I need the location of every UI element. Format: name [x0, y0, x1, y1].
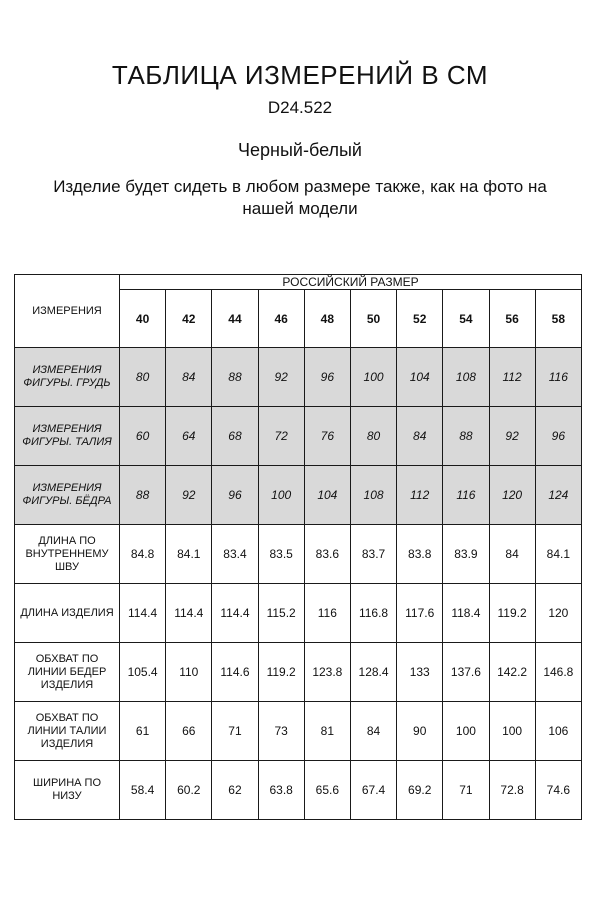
- row-label-line: ШВУ: [54, 560, 80, 573]
- value-cell: 116: [443, 466, 489, 525]
- value-cell: 146.8: [535, 643, 581, 702]
- value-cell: 114.4: [212, 584, 258, 643]
- value-cell: 116.8: [350, 584, 396, 643]
- value-cell: 137.6: [443, 643, 489, 702]
- value-cell: 100: [489, 702, 535, 761]
- value-cell: 83.4: [212, 525, 258, 584]
- row-label-line: ИЗДЕЛИЯ: [40, 678, 94, 691]
- value-cell: 74.6: [535, 761, 581, 820]
- value-cell: 83.6: [304, 525, 350, 584]
- size-table-body: [15, 348, 582, 820]
- value-cell: 115.2: [258, 584, 304, 643]
- value-cell: 100: [350, 348, 396, 407]
- russian-size-header: РОССИЙСКИЙ РАЗМЕР: [120, 275, 582, 290]
- value-cell: 80: [350, 407, 396, 466]
- value-cell: 64: [166, 407, 212, 466]
- value-cell: 114.6: [212, 643, 258, 702]
- row-label-line: ОБХВАТ ПО: [35, 652, 99, 665]
- row-label-cell: [15, 466, 120, 525]
- value-cell: 112: [397, 466, 443, 525]
- size-table: [14, 274, 582, 820]
- value-cell: 88: [443, 407, 489, 466]
- row-label-line: НИЗУ: [52, 790, 82, 802]
- value-cell: 71: [443, 761, 489, 820]
- value-cell: 61: [120, 702, 166, 761]
- value-cell: 123.8: [304, 643, 350, 702]
- row-label-cell: [15, 525, 120, 584]
- value-cell: 108: [443, 348, 489, 407]
- table-row: [15, 525, 582, 584]
- value-cell: 106: [535, 702, 581, 761]
- table-row: [15, 348, 582, 407]
- value-cell: 100: [258, 466, 304, 525]
- table-row: [15, 643, 582, 702]
- value-cell: 96: [535, 407, 581, 466]
- table-row: [15, 466, 582, 525]
- value-cell: 83.8: [397, 525, 443, 584]
- value-cell: 83.9: [443, 525, 489, 584]
- value-cell: 84.8: [120, 525, 166, 584]
- value-cell: 116: [535, 348, 581, 407]
- page-title: ТАБЛИЦА ИЗМЕРЕНИЙ В СМ: [111, 60, 489, 90]
- value-cell: 68: [212, 407, 258, 466]
- size-header-cell: 56: [489, 290, 535, 348]
- value-cell: 120: [489, 466, 535, 525]
- value-cell: 116: [304, 584, 350, 643]
- size-header-cell: 40: [120, 290, 166, 348]
- row-label-line: ИЗМЕРЕНИЯ: [32, 423, 102, 435]
- value-cell: 100: [443, 702, 489, 761]
- value-cell: 118.4: [443, 584, 489, 643]
- row-label-line: ДЛИНА ПО: [38, 534, 96, 547]
- value-cell: 72.8: [489, 761, 535, 820]
- value-cell: 60: [120, 407, 166, 466]
- value-cell: 81: [304, 702, 350, 761]
- size-header-cell: 50: [350, 290, 396, 348]
- value-cell: 133: [397, 643, 443, 702]
- value-cell: 84: [489, 525, 535, 584]
- row-label-line: ИЗДЕЛИЯ: [40, 737, 94, 750]
- value-cell: 114.4: [166, 584, 212, 643]
- value-cell: 119.2: [258, 643, 304, 702]
- value-cell: 62: [212, 761, 258, 820]
- value-cell: 66: [166, 702, 212, 761]
- row-label-line: ФИГУРЫ. ТАЛИЯ: [22, 436, 112, 448]
- size-header-group-row: [15, 275, 582, 290]
- value-cell: 84.1: [535, 525, 581, 584]
- value-cell: 60.2: [166, 761, 212, 820]
- size-header-cell: 54: [443, 290, 489, 348]
- value-cell: 90: [397, 702, 443, 761]
- size-header-cell: 42: [166, 290, 212, 348]
- value-cell: 104: [397, 348, 443, 407]
- value-cell: 80: [120, 348, 166, 407]
- value-cell: 84: [397, 407, 443, 466]
- value-cell: 88: [212, 348, 258, 407]
- value-cell: 73: [258, 702, 304, 761]
- value-cell: 128.4: [350, 643, 396, 702]
- value-cell: 142.2: [489, 643, 535, 702]
- value-cell: 108: [350, 466, 396, 525]
- value-cell: 104: [304, 466, 350, 525]
- value-cell: 120: [535, 584, 581, 643]
- value-cell: 96: [304, 348, 350, 407]
- value-cell: 69.2: [397, 761, 443, 820]
- value-cell: 92: [258, 348, 304, 407]
- value-cell: 112: [489, 348, 535, 407]
- row-label-line: ОБХВАТ ПО: [35, 711, 99, 724]
- value-cell: 84.1: [166, 525, 212, 584]
- measurements-header-cell: ИЗМЕРЕНИЯ: [15, 275, 120, 348]
- value-cell: 96: [212, 466, 258, 525]
- value-cell: 92: [166, 466, 212, 525]
- value-cell: 114.4: [120, 584, 166, 643]
- value-cell: 58.4: [120, 761, 166, 820]
- row-label-line: ЛИНИИ ТАЛИИ: [27, 724, 107, 737]
- table-row: [15, 702, 582, 761]
- product-color: Черный-белый: [238, 140, 362, 160]
- row-label-cell: [15, 584, 120, 643]
- size-header-cell: 48: [304, 290, 350, 348]
- value-cell: 63.8: [258, 761, 304, 820]
- row-label-line: ШИРИНА ПО: [32, 777, 102, 789]
- value-cell: 67.4: [350, 761, 396, 820]
- value-cell: 71: [212, 702, 258, 761]
- value-cell: 110: [166, 643, 212, 702]
- product-code: D24.522: [267, 98, 333, 117]
- table-row: [15, 584, 582, 643]
- value-cell: 65.6: [304, 761, 350, 820]
- size-header-cell: 52: [397, 290, 443, 348]
- row-label-line: ИЗМЕРЕНИЯ: [32, 482, 102, 494]
- value-cell: 76: [304, 407, 350, 466]
- table-row: [15, 761, 582, 820]
- row-label-cell: [15, 702, 120, 761]
- row-label-line: ИЗМЕРЕНИЯ: [32, 364, 102, 376]
- row-label-cell: [15, 407, 120, 466]
- value-cell: 105.4: [120, 643, 166, 702]
- value-cell: 119.2: [489, 584, 535, 643]
- row-label-cell: [15, 643, 120, 702]
- table-row: [15, 407, 582, 466]
- value-cell: 124: [535, 466, 581, 525]
- size-header-cell: 46: [258, 290, 304, 348]
- value-cell: 84: [166, 348, 212, 407]
- row-label-line: ДЛИНА ИЗДЕЛИЯ: [20, 606, 114, 619]
- fit-note: Изделие будет сидеть в любом размере также, как на фото на нашей модели: [53, 177, 547, 218]
- value-cell: 83.7: [350, 525, 396, 584]
- value-cell: 88: [120, 466, 166, 525]
- row-label-line: ФИГУРЫ. ГРУДЬ: [23, 377, 111, 389]
- row-label-cell: [15, 761, 120, 820]
- value-cell: 83.5: [258, 525, 304, 584]
- value-cell: 72: [258, 407, 304, 466]
- value-cell: 92: [489, 407, 535, 466]
- size-header-cell: 44: [212, 290, 258, 348]
- row-label-line: ФИГУРЫ. БЁДРА: [22, 495, 112, 507]
- value-cell: 84: [350, 702, 396, 761]
- size-header-cell: 58: [535, 290, 581, 348]
- value-cell: 117.6: [397, 584, 443, 643]
- row-label-line: ВНУТРЕННЕМУ: [25, 547, 109, 560]
- row-label-line: ЛИНИИ БЕДЕР: [27, 665, 107, 678]
- row-label-cell: [15, 348, 120, 407]
